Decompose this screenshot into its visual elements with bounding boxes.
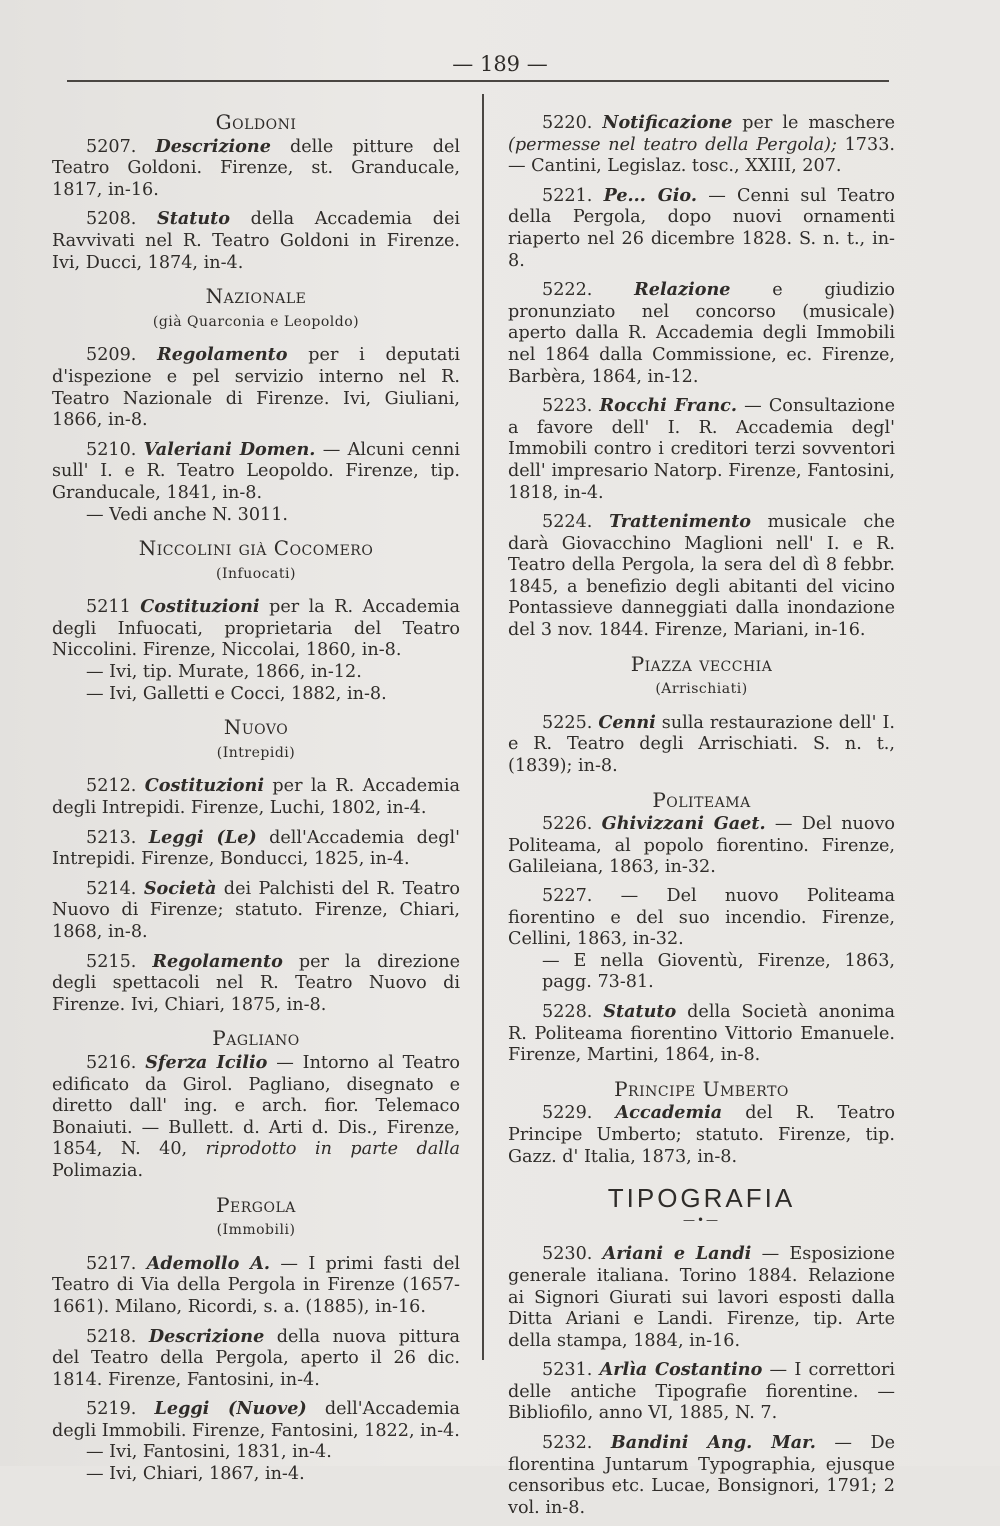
bibliography-entry bbox=[508, 185, 895, 272]
right-column bbox=[508, 112, 895, 1526]
entry-text bbox=[52, 596, 460, 662]
bibliography-entry bbox=[508, 112, 895, 178]
entry-number: 5219. bbox=[86, 1399, 137, 1420]
entry-text bbox=[52, 1253, 460, 1319]
entry-number: 5226. bbox=[542, 814, 593, 835]
section-heading: Politeama bbox=[652, 787, 751, 812]
entry-body: — Cenni sul Teatro della Pergola, dopo nuovi ornamenti riaperto nel 26 dicembre 1828. S. n. t., in-8. bbox=[508, 185, 895, 271]
bibliography-entry bbox=[52, 1326, 460, 1392]
entry-keyword: Pe... Gio. bbox=[603, 184, 697, 206]
bibliography-entry bbox=[52, 596, 460, 705]
entry-text bbox=[508, 712, 895, 778]
entry-body: — Alcuni cenni sull' I. e R. Teatro Leopoldo. Firenze, tip. Granducale, 1841, in-8. bbox=[52, 439, 461, 503]
bibliography-entry bbox=[52, 951, 460, 1017]
entry-text bbox=[52, 136, 460, 202]
entry-text bbox=[508, 279, 895, 388]
entry-number: 5210. bbox=[86, 439, 137, 460]
left-column bbox=[52, 112, 460, 1493]
section-heading: Pergola bbox=[216, 1192, 296, 1217]
bibliography-entry bbox=[52, 827, 460, 871]
entry-body: — Intorno al Teatro edificato da Girol. Pagliano, disegnato e diretto dall' ing. e arch. fior. Telemaco Bonaiuti. — Bullett. d. Arti d. Dis., Firenze, 1854, N. 40, bbox=[52, 1052, 461, 1160]
section-subtitle: (Infuocati) bbox=[216, 565, 296, 582]
page-number: — 189 — bbox=[452, 52, 548, 76]
entry-body: della Società anonima R. Politeama fiorentino Vittorio Emanuele. Firenze, Martini, 1864, in-8. bbox=[508, 1001, 895, 1066]
bibliography-entry bbox=[52, 1253, 460, 1319]
entry-body: e giudizio pronunziato nel concorso (musicale) aperto dalla R. Accademia degli Immobili nel 1864 dalla Commissione, ec. Firenze, Barbèra, 1864, in-12. bbox=[508, 280, 896, 387]
entry-text bbox=[508, 395, 895, 504]
ornament-divider: —•— bbox=[682, 1212, 721, 1227]
bibliography-entry bbox=[52, 878, 460, 944]
entry-body: del R. Teatro Principe Umberto; statuto. Firenze, tip. Gazz. d' Italia, 1873, in-8. bbox=[508, 1103, 896, 1167]
entry-number: 5208. bbox=[86, 209, 137, 230]
bibliography-entry bbox=[52, 344, 460, 431]
section-subtitle: (Arrischiati) bbox=[655, 681, 748, 698]
entry-keyword: Arlìa Costantino bbox=[599, 1359, 763, 1381]
entry-body: per i deputati d'ispezione e pel servizio interno nel R. Teatro Nazionale di Firenze. Ivi, Giuliani, 1866, in-8. bbox=[52, 345, 461, 431]
entry-number: 5228. bbox=[542, 1001, 593, 1022]
entry-number: 5218. bbox=[86, 1326, 137, 1347]
entry-continuation: — E nella Gioventù, Firenze, 1863, pagg. 73-81. bbox=[542, 950, 895, 993]
entry-text bbox=[52, 878, 460, 944]
entry-number: 5232. bbox=[542, 1433, 593, 1454]
entry-continuation: — Ivi, Galletti e Cocci, 1882, in-8. bbox=[86, 683, 387, 704]
entry-keyword: Valeriani Domen. bbox=[143, 438, 316, 460]
entry-body: — De florentina Juntarum Typographia, ejusque censoribus etc. Lucae, Bonsignori, 1791; 2 vol. in-8. bbox=[508, 1433, 896, 1518]
entry-keyword: Rocchi Franc. bbox=[599, 395, 737, 417]
entry-number: 5223. bbox=[542, 396, 593, 417]
entry-keyword: Regolamento bbox=[157, 344, 288, 366]
entry-keyword: Cenni bbox=[598, 711, 656, 733]
entry-number: 5217. bbox=[86, 1253, 137, 1274]
entry-text bbox=[52, 1398, 460, 1442]
entry-number: 5212. bbox=[86, 776, 137, 797]
entry-number: 5229. bbox=[542, 1103, 593, 1124]
entry-keyword: Leggi (Nuove) bbox=[154, 1398, 307, 1420]
entry-keyword: Ghivizzani Gaet. bbox=[601, 813, 766, 835]
entry-continuation: — Ivi, tip. Murate, 1866, in-12. bbox=[86, 662, 362, 683]
bibliography-entry bbox=[52, 1052, 460, 1183]
entry-number: 5222. bbox=[542, 280, 593, 301]
entry-text bbox=[508, 185, 895, 272]
entry-continuation: — Vedi anche N. 3011. bbox=[86, 504, 289, 525]
entry-continuation: — Ivi, Chiari, 1867, in-4. bbox=[86, 1464, 305, 1485]
header-rule bbox=[67, 80, 889, 82]
entry-keyword: Costituzioni bbox=[140, 596, 260, 618]
chapter-heading: TIPOGRAFIA bbox=[607, 1183, 796, 1214]
entry-number: 5216. bbox=[86, 1052, 137, 1073]
bibliography-entry bbox=[508, 1432, 895, 1519]
section-heading: Niccolini già Cocomero bbox=[138, 536, 374, 561]
entry-tail: 1733. — Cantini, Legislaz. tosc., XXIII, 207. bbox=[508, 134, 895, 177]
entry-keyword: Statuto bbox=[157, 208, 231, 230]
section-heading: Nazionale bbox=[205, 284, 307, 309]
entry-body: — Del nuovo Politeama fiorentino e del suo incendio. Firenze, Cellini, 1863, in-32. bbox=[508, 886, 895, 950]
entry-body: — Del nuovo Politeama, al popolo fiorentino. Firenze, Galileiana, 1863, in-32. bbox=[508, 814, 895, 878]
entry-number: 5214. bbox=[86, 878, 137, 899]
entry-keyword: Descrizione bbox=[148, 1325, 265, 1347]
bibliography-entry bbox=[508, 886, 895, 994]
entry-number: 5224. bbox=[542, 512, 593, 533]
bibliography-entry bbox=[508, 279, 895, 388]
section-heading: Piazza vecchia bbox=[630, 651, 773, 676]
entry-keyword: Notificazione bbox=[602, 112, 733, 133]
bibliography-entry bbox=[52, 208, 460, 274]
entry-text bbox=[508, 1432, 895, 1519]
entry-keyword: Ademollo A. bbox=[146, 1252, 271, 1274]
entry-body: — Consultazione a favore dell' I. R. Accademia degl' Immobili contro i creditori terzi sovventori dell' impresario Natorp. Firenze, Fantosini, 1818, in-4. bbox=[508, 396, 895, 503]
entry-number: 5207. bbox=[86, 136, 137, 157]
bibliography-entry bbox=[52, 136, 460, 202]
entry-number: 5213. bbox=[86, 827, 137, 848]
entry-number: 5225. bbox=[542, 712, 593, 733]
section-subtitle: (Immobili) bbox=[216, 1222, 296, 1239]
entry-number: 5221. bbox=[542, 185, 593, 206]
entry-text bbox=[52, 775, 460, 819]
entry-text bbox=[508, 1359, 895, 1425]
bibliography-entry bbox=[52, 439, 460, 526]
bibliography-entry bbox=[508, 395, 895, 504]
entry-keyword: Statuto bbox=[603, 1000, 677, 1022]
entry-keyword: Relazione bbox=[634, 279, 731, 301]
entry-body: per la R. Accademia degli Intrepidi. Firenze, Luchi, 1802, in-4. bbox=[52, 776, 460, 819]
entry-keyword: Accademia bbox=[615, 1102, 723, 1124]
column-divider bbox=[482, 94, 484, 1360]
entry-body: — I primi fasti del Teatro di Via della Pergola in Firenze (1657-1661). Milano, Ricordi, s. a. (1885), in-16. bbox=[52, 1253, 460, 1317]
entry-body: della nuova pittura del Teatro della Pergola, aperto il 26 dic. 1814. Firenze, Fantosini, in-4. bbox=[52, 1326, 461, 1390]
bibliography-entry bbox=[52, 775, 460, 819]
entry-body: per la direzione degli spettacoli nel R. Teatro Nuovo di Firenze. Ivi, Chiari, 1875, in-8. bbox=[52, 951, 461, 1015]
entry-tail: Polimazia. bbox=[52, 1160, 144, 1181]
section-heading: Nuovo bbox=[223, 715, 289, 740]
entry-number: 5227. bbox=[542, 886, 593, 906]
entry-body: — Esposizione generale italiana. Torino 1884. Relazione ai Signori Giurati sui lavori esposti dalla Ditta Ariani e Landi. Firenze, tip. Arte della stampa, 1884, in-16. bbox=[508, 1244, 895, 1351]
entry-keyword: Sferza Icilio bbox=[145, 1051, 268, 1073]
entry-text bbox=[508, 813, 895, 879]
entry-number: 5215. bbox=[86, 951, 137, 972]
section-subtitle: (già Quarconia e Leopoldo) bbox=[152, 313, 360, 330]
bibliography-entry bbox=[508, 1243, 895, 1352]
entry-body: delle pitture del Teatro Goldoni. Firenze, st. Granducale, 1817, in-16. bbox=[52, 136, 460, 200]
entry-number: 5231. bbox=[542, 1360, 593, 1381]
entry-text bbox=[508, 1001, 895, 1067]
entry-keyword: Costituzioni bbox=[144, 775, 265, 797]
entry-text bbox=[508, 112, 895, 178]
entry-number: 5220. bbox=[542, 113, 593, 133]
entry-body: dell'Accademia degli Immobili. Firenze, Fantosini, 1822, in-4. bbox=[52, 1399, 460, 1441]
entry-text bbox=[508, 1243, 895, 1352]
entry-text bbox=[508, 511, 895, 642]
entry-text bbox=[52, 344, 460, 431]
bibliography-entry bbox=[508, 712, 895, 778]
entry-body: per le maschere bbox=[732, 113, 895, 133]
entry-keyword: Bandini Ang. Mar. bbox=[610, 1432, 816, 1454]
entry-text bbox=[52, 951, 460, 1017]
entry-keyword: Leggi (Le) bbox=[148, 826, 257, 848]
entry-italic: (permesse nel teatro della Pergola); bbox=[508, 134, 837, 155]
entry-body: dell'Accademia degl' Intrepidi. Firenze, Bonducci, 1825, in-4. bbox=[52, 827, 460, 870]
entry-body: dei Palchisti del R. Teatro Nuovo di Firenze; statuto. Firenze, Chiari, 1868, in-8. bbox=[52, 878, 461, 942]
entry-text bbox=[508, 1102, 895, 1168]
entry-number: 5209. bbox=[86, 345, 137, 366]
bibliography-entry bbox=[508, 1001, 895, 1067]
entry-number: 5211 bbox=[86, 597, 131, 618]
section-subtitle: (Intrepidi) bbox=[216, 744, 296, 761]
bibliography-entry bbox=[508, 1102, 895, 1168]
entry-keyword: Descrizione bbox=[155, 135, 271, 157]
entry-text bbox=[52, 439, 460, 505]
bibliography-entry bbox=[508, 511, 895, 642]
entry-continuation: — Ivi, Fantosini, 1831, in-4. bbox=[86, 1442, 332, 1463]
entry-text bbox=[52, 1052, 460, 1183]
entry-keyword: Ariani e Landi bbox=[602, 1243, 752, 1265]
entry-body: per la R. Accademia degli Infuocati, proprietaria del Teatro Niccolini. Firenze, Niccolai, 1860, in-8. bbox=[52, 597, 460, 661]
entry-text bbox=[52, 208, 460, 274]
bibliography-entry bbox=[508, 813, 895, 879]
section-heading: Principe Umberto bbox=[614, 1076, 789, 1101]
bibliography-entry bbox=[508, 1359, 895, 1425]
entry-body: musicale che darà Giovacchino Maglioni nell' I. e R. Teatro della Pergola, la sera del dì 8 febbr. 1845, a benefizio degli abitanti del vicino Pontassieve danneggiati dalla inondazione del 3 nov. 1844. Firenze, Mariani, in-16. bbox=[508, 512, 895, 641]
entry-italic: riprodotto in parte dalla bbox=[205, 1139, 460, 1160]
entry-number: 5230. bbox=[542, 1244, 593, 1265]
bibliography-entry bbox=[52, 1398, 460, 1485]
entry-keyword: Regolamento bbox=[152, 950, 283, 972]
entry-body: sulla restaurazione dell' I. e R. Teatro degli Arrischiati. S. n. t., (1839); in-8. bbox=[508, 712, 896, 777]
entry-body: — I correttori delle antiche Tipografie fiorentine. — Bibliofilo, anno VI, 1885, N. 7. bbox=[508, 1360, 895, 1424]
entry-text bbox=[52, 1326, 460, 1392]
section-heading: Goldoni bbox=[215, 110, 297, 134]
entry-text bbox=[52, 827, 460, 871]
entry-keyword: Società bbox=[143, 877, 217, 899]
entry-body: della Accademia dei Ravvivati nel R. Teatro Goldoni in Firenze. Ivi, Ducci, 1874, in-4. bbox=[52, 209, 461, 273]
entry-text bbox=[508, 886, 895, 951]
entry-keyword: Trattenimento bbox=[609, 511, 751, 533]
section-heading: Pagliano bbox=[212, 1026, 300, 1051]
